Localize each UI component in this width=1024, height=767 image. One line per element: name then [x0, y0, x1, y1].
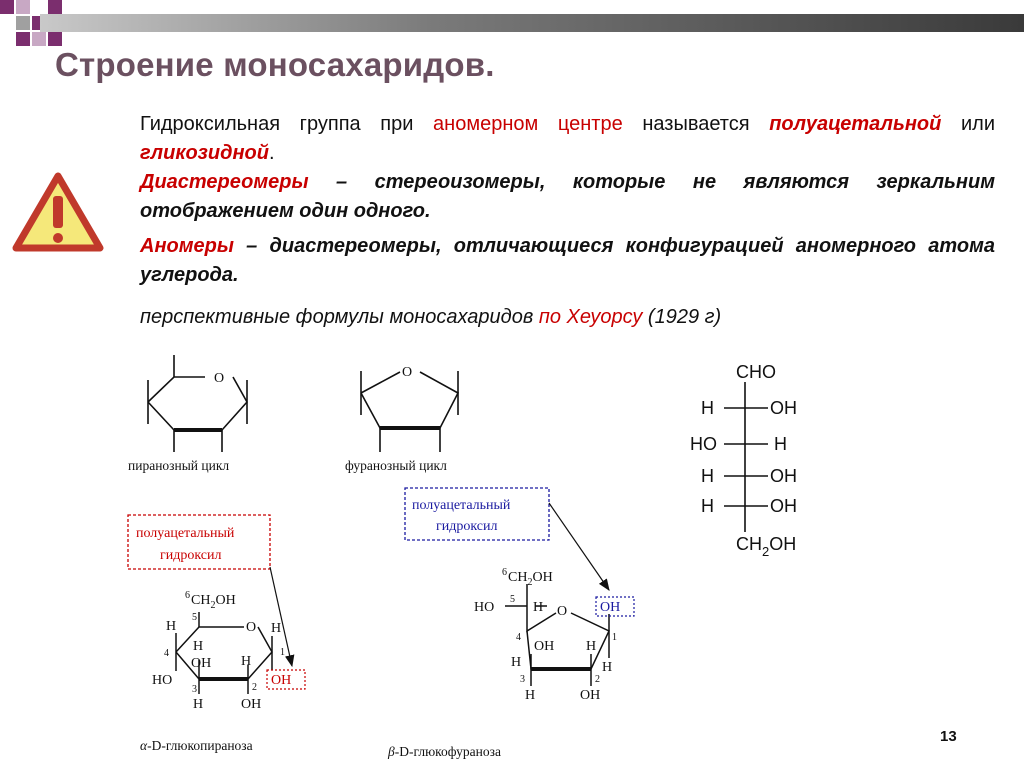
callout-arrow: [549, 503, 609, 590]
oh-c3-up: OH: [534, 639, 555, 654]
c5-number: 5: [192, 612, 197, 623]
text-segment: или: [941, 113, 995, 135]
term-anomers: Аномеры: [140, 235, 234, 257]
h-c3: H: [525, 688, 536, 703]
text-segment: – стереоизомеры, которые не являются зеркальним отображением один одного.: [140, 171, 995, 222]
text-segment: перспективные формулы моносахаридов: [140, 306, 539, 328]
ch2oh-group: $CH_2OH$: [508, 570, 553, 588]
anomeric-oh: OH: [271, 673, 292, 688]
fischer-row-1-left: H: [701, 398, 714, 418]
pyranose-label: пиранозный цикл: [128, 458, 230, 473]
callout-red-line2: гидроксил: [160, 548, 222, 563]
c4-number: 4: [164, 648, 169, 659]
fischer-projection: [724, 382, 768, 532]
oh-c3-up: OH: [191, 656, 212, 671]
ring-oxygen: O: [557, 604, 568, 619]
c6-number: 6: [185, 590, 190, 601]
callout-blue-line2: гидроксил: [436, 519, 498, 534]
term-glycosidic: гликозидной: [140, 142, 269, 164]
fischer-row-4-left: H: [701, 496, 714, 516]
text-segment: Гидроксильная группа при: [140, 113, 434, 135]
c4-number: 4: [516, 632, 521, 643]
text-segment: – диастереомеры, отличающиеся конфигурацией аномерного атома углерода.: [140, 235, 995, 286]
text-segment: называется: [622, 113, 770, 135]
slide-title: Строение моносахаридов.: [55, 46, 495, 83]
fischer-row-3-left: H: [701, 466, 714, 486]
h-c5: H: [166, 619, 177, 634]
h-c5: H: [533, 600, 544, 615]
ch2oh-group: $CH_2OH$: [191, 593, 236, 611]
pyranose-ring: [148, 355, 247, 452]
fischer-top-group: CHO: [736, 362, 776, 382]
fischer-row-2-left: HO: [690, 434, 717, 454]
ring-oxygen-label: O: [214, 371, 225, 386]
glucopyranose-bonds: [176, 612, 272, 694]
fischer-bottom-group: $CH_2OH$: [736, 534, 797, 559]
fischer-row-4-right: OH: [770, 496, 797, 516]
h-c2-up: H: [586, 639, 597, 654]
c2-number: 2: [252, 682, 257, 693]
c6-number: 6: [502, 567, 507, 578]
c1-number: 1: [280, 647, 285, 658]
furanose-label: фуранозный цикл: [345, 458, 447, 473]
c2-number: 2: [595, 674, 600, 685]
h-c1: H: [271, 621, 282, 636]
c3-number: 3: [192, 684, 197, 695]
glucofuranose-name: β-D-глюкофураноза: [388, 744, 501, 759]
text-segment: .: [268, 142, 275, 164]
c3-number: 3: [520, 674, 525, 685]
term-hemiacetal: полуацетальной: [769, 113, 942, 135]
callout-red-line1: полуацетальный: [136, 526, 235, 541]
ring-oxygen-label: O: [402, 365, 413, 380]
callout-blue-line1: полуацетальный: [412, 498, 511, 513]
fischer-row-1-right: OH: [770, 398, 797, 418]
term-diastereomers: Диастереомеры: [140, 171, 309, 193]
term-haworth: по Хеуорсу: [538, 306, 643, 328]
h-c4-up: H: [193, 639, 204, 654]
fischer-row-2-right: H: [774, 434, 787, 454]
ho-c4: HO: [152, 673, 173, 688]
glucopyranose-name: α-D-глюкопираноза: [140, 738, 253, 753]
oh-c2: OH: [580, 688, 601, 703]
anomeric-oh: OH: [600, 600, 621, 615]
term-anomeric-center: аномерном центре: [433, 113, 623, 135]
page-number: 13: [940, 728, 957, 745]
ring-oxygen: O: [246, 620, 257, 635]
text-segment: (1929 г): [642, 306, 722, 328]
oh-c2: OH: [241, 697, 262, 712]
c1-number: 1: [612, 632, 617, 643]
h-c1: H: [602, 660, 613, 675]
h-c2: H: [241, 654, 252, 669]
fischer-row-3-right: OH: [770, 466, 797, 486]
h-c3: H: [193, 697, 204, 712]
c5-number: 5: [510, 594, 515, 605]
h-c4: H: [511, 655, 522, 670]
furanose-ring: [361, 371, 458, 452]
ho-c5: HO: [474, 600, 495, 615]
